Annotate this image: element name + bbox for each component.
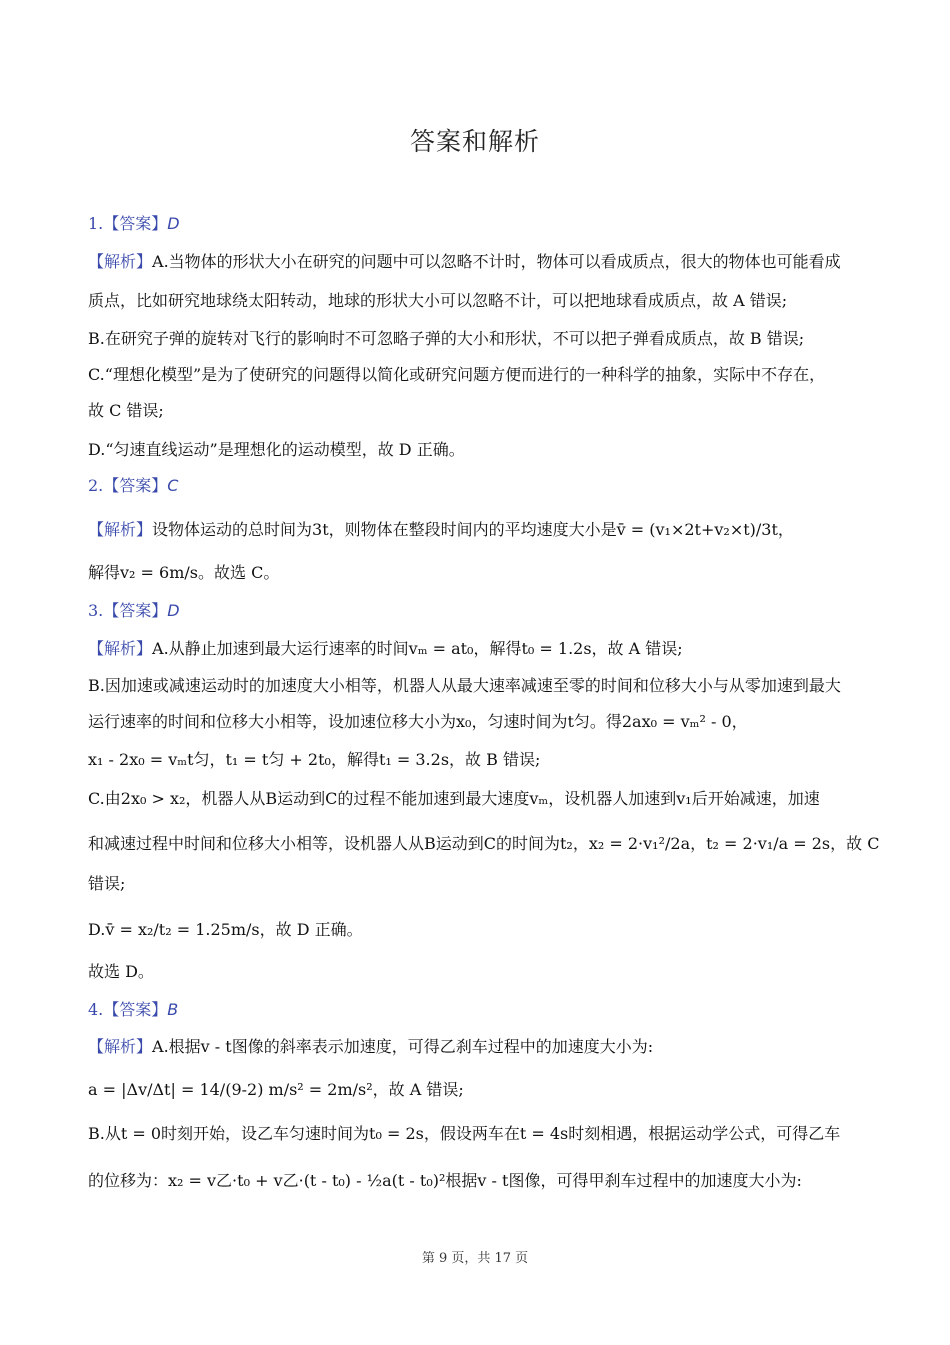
solution-line xyxy=(88,920,363,940)
line-text: C.“理想化模型”是为了使研究的问题得以简化或研究问题方便而进行的一种科学的抽象，实际中不存在， xyxy=(88,365,826,384)
line-text: B.因加速或减速运动时的加速度大小相等，机器人从最大速率减速至零的时间和位移大小与从零加速到最大 xyxy=(88,676,841,695)
line-text: 和减速过程中时间和位移大小相等，设机器人从B运动到C的时间为t₂，x₂ = 2·v₁²/2a，t₂ = 2·v₁/a = 2s，故 C xyxy=(88,834,880,853)
answer-choice: C xyxy=(167,476,179,495)
line-text: B.在研究子弹的旋转对飞行的影响时不可忽略子弹的大小和形状，不可以把子弹看成质点，故 B 错误; xyxy=(88,329,805,348)
answer-tag: 【答案】 xyxy=(103,1000,168,1019)
solution-line xyxy=(88,520,794,540)
line-text: 故选 D。 xyxy=(88,962,154,981)
question-answer-header xyxy=(88,214,180,234)
solution-line xyxy=(88,291,787,311)
question-number: 1. xyxy=(88,214,104,233)
solution-line xyxy=(88,834,879,854)
solution-line xyxy=(88,1171,802,1191)
solution-line xyxy=(88,750,540,770)
question-answer-header xyxy=(88,601,180,621)
line-text: a = |Δv/Δt| = 14/(9-2) m/s² = 2m/s²，故 A 错误; xyxy=(88,1080,464,1099)
page-title: 答案和解析 xyxy=(409,127,540,156)
question-number: 4. xyxy=(88,1000,104,1019)
line-text: 故 C 错误; xyxy=(88,401,164,420)
line-text: 设物体运动的总时间为3t，则物体在整段时间内的平均速度大小是v̄ = (v₁×2t+v₂×t)/3t， xyxy=(152,520,794,539)
solution-line xyxy=(88,676,841,696)
question-number: 2. xyxy=(88,476,104,495)
solution-line xyxy=(88,252,841,272)
solution-line xyxy=(88,440,465,460)
solution-line xyxy=(88,1037,653,1057)
answer-tag: 【答案】 xyxy=(103,214,168,233)
analysis-tag: 【解析】 xyxy=(88,1037,153,1056)
line-text: A.当物体的形状大小在研究的问题中可以忽略不计时，物体可以看成质点，很大的物体也可能看成 xyxy=(152,252,841,271)
answer-tag: 【答案】 xyxy=(103,601,168,620)
solution-line xyxy=(88,789,820,809)
solution-line xyxy=(88,401,164,421)
solution-line xyxy=(88,639,683,659)
line-text: A.从静止加速到最大运行速率的时间vₘ = at₀，解得t₀ = 1.2s，故 A 错误; xyxy=(152,639,683,658)
answer-choice: D xyxy=(167,601,180,620)
analysis-tag: 【解析】 xyxy=(88,520,153,539)
answer-choice: D xyxy=(167,214,180,233)
question-answer-header xyxy=(88,476,178,496)
analysis-tag: 【解析】 xyxy=(88,639,153,658)
line-text: x₁ - 2x₀ = vₘt匀，t₁ = t匀 + 2t₀，解得t₁ = 3.2s，故 B 错误; xyxy=(88,750,541,769)
line-text: 质点，比如研究地球绕太阳转动，地球的形状大小可以忽略不计，可以把地球看成质点，故 A 错误; xyxy=(88,291,788,310)
solution-line xyxy=(88,712,748,732)
line-text: 运行速率的时间和位移大小相等，设加速位移大小为x₀，匀速时间为t匀。得2ax₀ = vₘ² - 0， xyxy=(88,712,748,731)
line-text: C.由2x₀ > x₂，机器人从B运动到C的过程不能加速到最大速度vₘ，设机器人加速到v₁后开始减速，加速 xyxy=(88,789,820,808)
question-answer-header xyxy=(88,1000,178,1020)
line-text: D.“匀速直线运动”是理想化的运动模型，故 D 正确。 xyxy=(88,440,465,459)
solution-line xyxy=(88,874,125,894)
solution-line xyxy=(88,365,825,385)
solution-line xyxy=(88,563,279,583)
answer-choice: B xyxy=(167,1000,179,1019)
line-text: B.从t = 0时刻开始，设乙车匀速时间为t₀ = 2s，假设两车在t = 4s时刻相遇，根据运动学公式，可得乙车 xyxy=(88,1124,841,1143)
line-text: 解得v₂ = 6m/s。故选 C。 xyxy=(88,563,280,582)
line-text: 错误; xyxy=(88,874,126,893)
question-number: 3. xyxy=(88,601,104,620)
line-text: 的位移为：x₂ = v乙·t₀ + v乙·(t - t₀) - ½a(t - t₀)²根据v - t图像，可得甲刹车过程中的加速度大小为: xyxy=(88,1171,802,1190)
solution-line xyxy=(88,962,154,982)
solution-line xyxy=(88,1124,840,1144)
line-text: D.v̄ = x₂/t₂ = 1.25m/s，故 D 正确。 xyxy=(88,920,363,939)
analysis-tag: 【解析】 xyxy=(88,252,153,271)
solution-line xyxy=(88,1080,464,1100)
answer-tag: 【答案】 xyxy=(103,476,168,495)
solution-line xyxy=(88,329,804,349)
line-text: A.根据v - t图像的斜率表示加速度，可得乙刹车过程中的加速度大小为: xyxy=(152,1037,654,1056)
page-footer: 第 9 页，共 17 页 xyxy=(421,1251,529,1266)
